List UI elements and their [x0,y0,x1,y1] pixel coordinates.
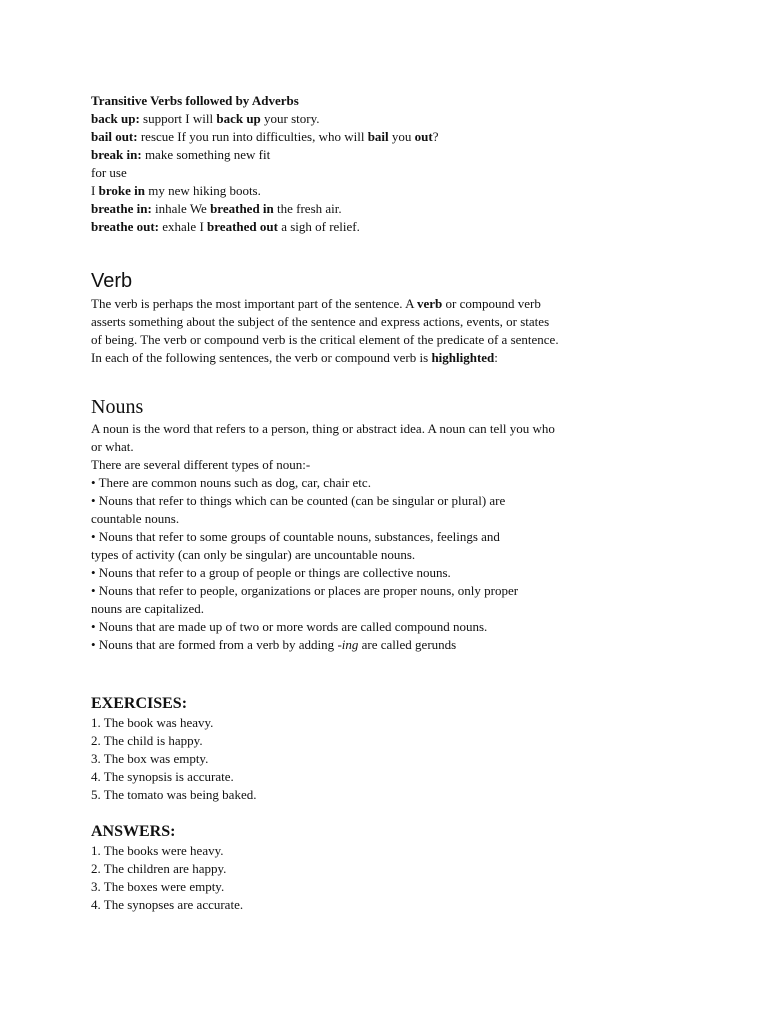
bold-text: back up [216,111,261,126]
text-run: of being. The verb or compound verb is the critical element of the predicate of a sentence. [91,332,559,347]
bold-text: bail out: [91,129,138,144]
bold-text: breathed in [210,201,274,216]
text-line [91,546,651,564]
text-run: or compound verb [442,296,541,311]
text-line [91,331,651,349]
text-run: or what. [91,439,134,454]
text-run: inhale We [151,201,211,216]
text-line [91,474,651,492]
text-run: I [91,183,99,198]
answer-item: 4. The synopses are accurate. [91,897,244,912]
text-line [91,456,651,474]
text-run: : [494,350,498,365]
exercise-item: 1. The book was heavy. [91,715,214,730]
text-line [91,349,651,367]
text-line [91,510,651,528]
text-line [91,438,651,456]
text-line [91,528,651,546]
text-run: There are several different types of noun:- [91,457,311,472]
bold-text: broke in [98,183,145,198]
text-run: asserts something about the subject of the sentence and express actions, events, or states [91,314,550,329]
nouns-heading: Nouns [91,396,144,418]
verb-heading: Verb [91,270,133,292]
text-line [91,618,651,636]
text-run: make something new fit [141,147,271,162]
text-line [91,110,651,128]
text-line [91,128,651,146]
text-run: The verb is perhaps the most important part of the sentence. A [91,296,417,311]
text-run: for use [91,165,127,180]
text-run: • Nouns that refer to a group of people or things are collective nouns. [91,565,451,580]
transitive-verbs-lines [91,110,651,236]
text-run: types of activity (can only be singular) are uncountable nouns. [91,547,416,562]
text-run: a sigh of relief. [277,219,360,234]
text-line [91,582,651,600]
bold-text: out [414,129,433,144]
bold-text: bail [367,129,389,144]
text-line [91,182,651,200]
text-run: • Nouns that are made up of two or more words are called compound nouns. [91,619,488,634]
bold-text: breathe out: [91,219,160,234]
text-line [91,218,651,236]
text-line [91,295,651,313]
italic-text: -ing [337,637,359,652]
answer-item: 3. The boxes were empty. [91,879,225,894]
verb-paragraph [91,295,651,367]
text-run: countable nouns. [91,511,180,526]
text-line [91,146,651,164]
transitive-verbs-section [91,92,651,236]
text-line [91,636,651,654]
answer-item: 2. The children are happy. [91,861,227,876]
bold-text: verb [417,296,443,311]
exercise-item: 5. The tomato was being baked. [91,787,257,802]
text-run: • Nouns that refer to some groups of countable nouns, substances, feelings and [91,529,500,544]
document-content [91,92,651,914]
bold-text: highlighted [431,350,495,365]
answers-heading: ANSWERS: [91,823,176,840]
text-line [91,492,651,510]
answers-list [91,842,651,914]
text-run: nouns are capitalized. [91,601,204,616]
exercises-section [91,694,651,804]
text-line [91,600,651,618]
text-line [91,200,651,218]
text-line [91,164,651,182]
exercise-item: 4. The synopsis is accurate. [91,769,234,784]
verb-section [91,270,651,367]
text-run: you [388,129,415,144]
exercise-item: 2. The child is happy. [91,733,203,748]
text-run: • Nouns that are formed from a verb by adding [91,637,338,652]
text-run: support I will [139,111,217,126]
text-run: In each of the following sentences, the verb or compound verb is [91,350,432,365]
bold-text: breathe in: [91,201,152,216]
text-run: exhale I [159,219,208,234]
text-run: • There are common nouns such as dog, car, chair etc. [91,475,371,490]
text-line [91,313,651,331]
text-run: ? [432,129,439,144]
text-run: • Nouns that refer to people, organizations or places are proper nouns, only proper [91,583,519,598]
text-run: the fresh air. [273,201,342,216]
transitive-verbs-title: Transitive Verbs followed by Adverbs [91,93,299,108]
text-line [91,420,651,438]
text-run: your story. [260,111,320,126]
exercises-heading: EXERCISES: [91,695,188,712]
exercises-list [91,714,651,804]
bold-text: breathed out [207,219,278,234]
text-run: my new hiking boots. [144,183,261,198]
bold-text: break in: [91,147,142,162]
text-line [91,564,651,582]
text-run: A noun is the word that refers to a person, thing or abstract idea. A noun can tell you who [91,421,555,436]
text-run: • Nouns that refer to things which can be counted (can be singular or plural) are [91,493,506,508]
nouns-paragraph [91,420,651,654]
text-run: rescue If you run into difficulties, who will [137,129,368,144]
bold-text: back up: [91,111,140,126]
answer-item: 1. The books were heavy. [91,843,224,858]
exercise-item: 3. The box was empty. [91,751,209,766]
nouns-section [91,395,651,654]
answers-section [91,822,651,914]
text-run: are called gerunds [358,637,457,652]
